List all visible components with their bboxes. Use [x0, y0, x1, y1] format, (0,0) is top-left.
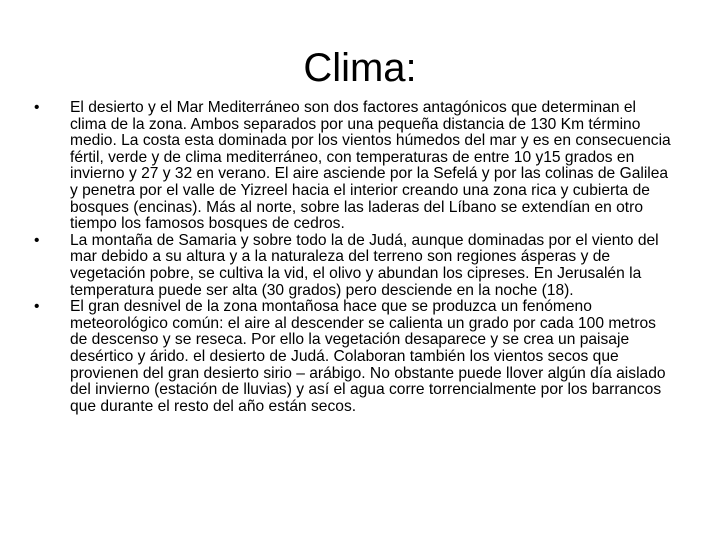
bullet-dot-icon: • [34, 99, 40, 116]
bullet-item [34, 299, 674, 415]
bullet-item [34, 233, 674, 299]
bullet-text: La montaña de Samaria y sobre todo la de Judá, aunque dominadas por el viento del mar debido a su altura y a la naturaleza del terreno son regiones ásperas y de vegetación pobre, se cultiva la vid, el olivo y abundan los cipreses. En Jerusalén la temperatura puede ser alta (30 grados) pero desciende en la noche (18). [70, 231, 659, 299]
bullet-list [34, 100, 674, 415]
bullet-dot-icon: • [34, 231, 40, 249]
bullet-text: El desierto y el Mar Mediterráneo son dos factores antagónicos que determinan el clima de la zona. Ambos separados por una pequeña distancia de 130 Km término medio. La costa esta dominada por los vientos húmedos del mar y es en consecuencia fértil, verde y de clima mediterráneo, con temperaturas de entre 10 y15 grados en invierno y 27 y 32 en verano. El aire asciende por la Sefelá y por las colinas de Galilea y penetra por el valle de Yizreel hacia el interior creando una zona rica y cubierta de bosques (encinas). Más al norte, sobre las laderas del Líbano se extendían en otro tiempo los famosos bosques de cedros. [70, 99, 671, 233]
slide-title: Clima: [303, 46, 417, 90]
bullet-item [34, 100, 674, 233]
bullet-text: El gran desnivel de la zona montañosa hace que se produzca un fenómeno meteorológico común: el aire al descender se calienta un grado por cada 100 metros de descenso y se reseca. Por ello la vegetación desaparece y se crea un paisaje desértico y árido. el desierto de Judá. Colaboran también los vientos secos que provienen del gran desierto sirio – arábigo. No obstante puede llover algún día aislado del invierno (estación de lluvias) y así el agua corre torrencialmente por los barrancos que durante el resto del año están secos. [70, 298, 666, 415]
bullet-dot-icon: • [34, 298, 40, 316]
